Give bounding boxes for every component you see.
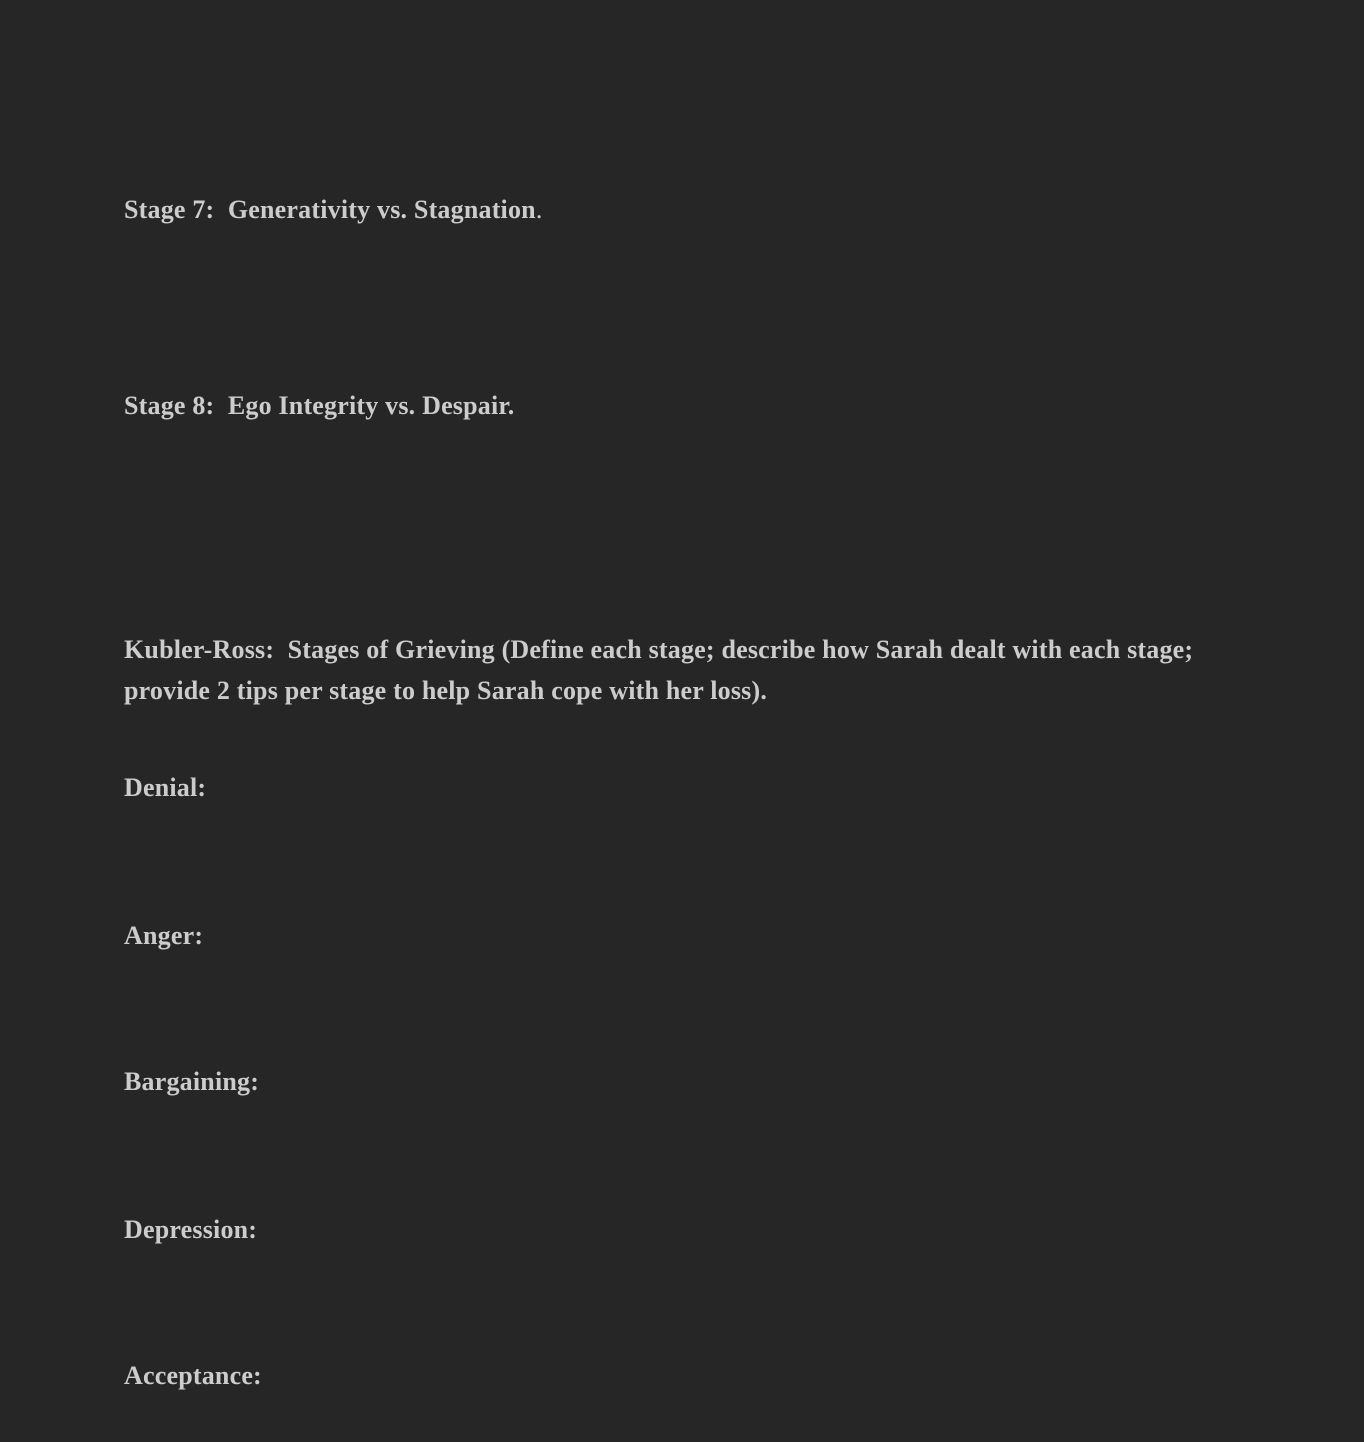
acceptance-heading: Acceptance: — [124, 1361, 262, 1390]
bargaining-heading: Bargaining: — [124, 1067, 260, 1096]
stage-7-label: Stage 7: — [124, 195, 215, 224]
kubler-ross-heading — [124, 629, 1284, 711]
denial-heading: Denial: — [124, 773, 207, 802]
stage-8-label: Stage 8: — [124, 391, 215, 420]
stage-7-heading — [124, 189, 543, 230]
stage-8-heading — [124, 385, 514, 426]
kubler-ross-instructions: Stages of Grieving (Define each stage; describe how Sarah dealt with each stage; provide 2 tips per stage to help Sarah cope with her loss). — [124, 635, 1194, 705]
anger-heading: Anger: — [124, 921, 204, 950]
kubler-ross-label: Kubler-Ross: — [124, 635, 275, 664]
stage-8-title: Ego Integrity vs. Despair. — [227, 391, 515, 420]
stage-7-title: Generativity vs. Stagnation — [227, 195, 536, 224]
stage-7-period: . — [535, 195, 543, 224]
depression-heading: Depression: — [124, 1215, 258, 1244]
